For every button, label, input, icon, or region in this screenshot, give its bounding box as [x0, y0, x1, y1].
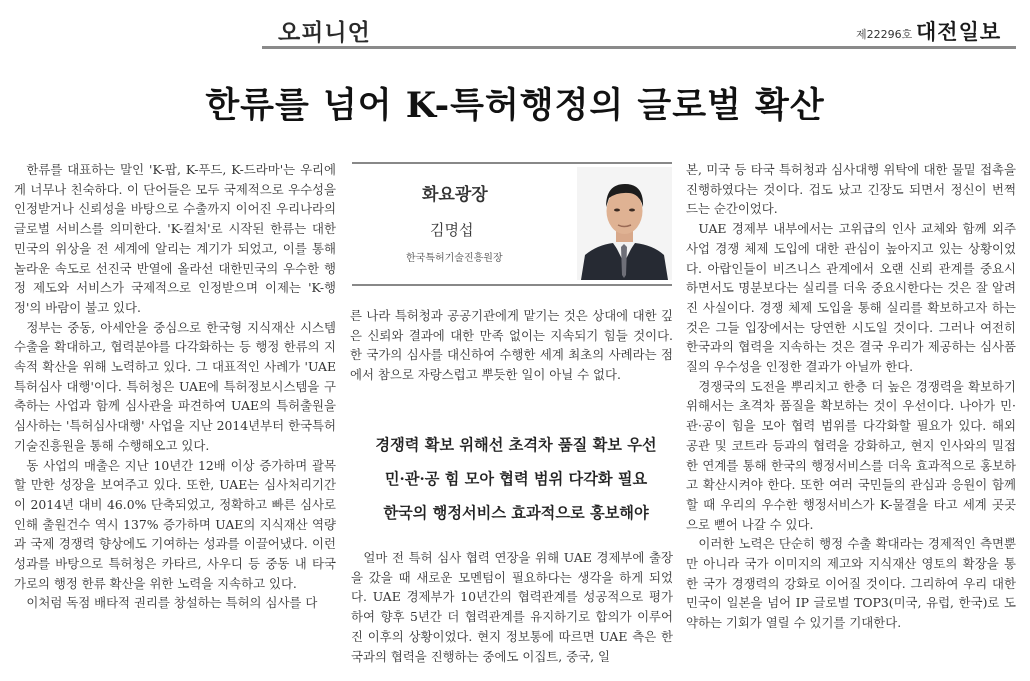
- article-column-2: [350, 306, 673, 385]
- newspaper-name: 대전일보: [916, 20, 1002, 44]
- paragraph: 한류를 대표하는 말인 'K-팝, K-푸드, K-드라마'는 우리에게 너무나 친숙하다. 이 단어들은 모두 국제적으로 우수성을 인정받거나 신뢰성을 바탕으로 수출까지 이어진 우리나라의 글로벌 서비스를 의미한다. 'K-컬처'로 시작된 한류는 대한민국의 위상을 전 세계에 알리는 계기가 되었고, 이를 통해 놀라운 속도로 선진국 반열에 올라선 대한민국의 우수한 행정 제도와 서비스가 국제적으로 인정받으며 이제는 'K-행정'의 바람이 불고 있다.: [14, 162, 336, 315]
- paragraph: 른 나라 특허청과 공공기관에게 맡기는 것은 상대에 대한 깊은 신뢰와 결과에 대한 만족 없이는 지속되기 힘들 것이다. 한 국가의 심사를 대신하여 수행한 세계 최초의 사례라는 점에서 참으로 자랑스럽고 뿌듯한 일이 아닐 수 없다.: [350, 308, 673, 383]
- article-column-3: [351, 548, 673, 681]
- pull-quote-line: 한국의 행정서비스 효과적으로 홍보해야: [383, 504, 649, 522]
- paragraph: UAE 경제부 내부에서는 고위급의 인사 교체와 함께 외주사업 경쟁 체제 도입에 대한 관심이 높아지고 있는 상황이었다. 아랍인들이 비즈니스 관계에서 오랜 신뢰 관계를 중요시하면서도 명분보다는 실리를 더욱 중요시한다는 것은 잘 알려진 사실이다. 경쟁 체제 도입을 통해 실리를 확보하고자 하는 것은 그들 입장에서는 당연한 시도일 것이다. 그러나 여전히 한국과의 협력을 지속하는 것은 결국 우리가 제공하는 심사품질의 우수성을 인정한 결과가 아닐까 한다.: [686, 221, 1016, 375]
- paragraph: 이러한 노력은 단순히 행정 수출 확대라는 경제적인 측면뿐만 아니라 국가 이미지의 제고와 지식재산 영토의 확장을 통한 국가 경쟁력의 강화로 이어질 것이다. 그리하여 우리 대한민국이 일본을 넘어 IP 글로벌 TOP3(미국, 유럽, 한국)로 도약하는 기회가 열릴 수 있기를 기대한다.: [686, 536, 1016, 631]
- author-name: 김명섭: [430, 221, 474, 239]
- pull-quote-line: 민·관·공 힘 모아 협력 범위 다각화 필요: [384, 470, 648, 488]
- paragraph: 경쟁국의 도전을 뿌리치고 한층 더 높은 경쟁력을 확보하기 위해서는 초격차 품질을 확보하는 것이 우선이다. 나아가 민·관·공이 힘을 모아 협력 범위를 다각화할 필요가 있다. 해외 공관 및 코트라 등과의 협력을 강화하고, 현지 인사와의 밀접한 연계를 통해 한국의 행정서비스를 더욱 효과적으로 홍보하고 확산시켜야 한다. 또한 여러 국민들의 관심과 응원이 함께 할 때 우리의 우수한 행정서비스가 K-물결을 타고 세계 곳곳으로 뻗어 나갈 수 있다.: [686, 378, 1016, 532]
- section-title: 오피니언: [278, 20, 371, 46]
- paragraph: 동 사업의 매출은 지난 10년간 12배 이상 증가하며 괄목할 만한 성장을 보여주고 있다. 또한, UAE는 심사처리기간이 2014년 대비 46.0% 단축되었고, 정확하고 빠른 심사로 인해 출원건수 역시 137% 증가하며 UAE의 지식재산 역량과 국제 경쟁력 향상에도 기여하는 성과를 이끌어냈다. 이런 성과를 바탕으로 특허청은 카타르, 사우디 등 중동 내 타국가로의 행정 한류 확산을 위한 노력을 지속하고 있다.: [14, 457, 336, 591]
- paragraph: 이처럼 독점 배타적 권리를 창설하는 특허의 심사를 다: [26, 595, 318, 611]
- issue-number: 제22296호: [856, 28, 913, 41]
- pull-quote-line: 경쟁력 확보 위해선 초격차 품질 확보 우선: [375, 436, 657, 454]
- author-role: 한국특허기술진흥원장: [406, 253, 503, 264]
- header-rule: [262, 46, 1016, 49]
- column-corner-title: 화요광장: [422, 185, 488, 205]
- pull-quote: [355, 428, 677, 530]
- article-column-1: [14, 160, 336, 681]
- paragraph: 본, 미국 등 타국 특허청과 심사대행 위탁에 대한 물밑 접촉을 진행하였다는 것이다. 겁도 났고 긴장도 되면서 정신이 번쩍 드는 순간이었다.: [686, 162, 1016, 217]
- author-photo: [577, 167, 672, 280]
- article-headline: 한류를 넘어 K-특허행정의 글로벌 확산: [205, 85, 825, 126]
- paragraph: 얼마 전 특허 심사 협력 연장을 위해 UAE 경제부에 출장을 갔을 때 새로운 모멘텀이 필요하다는 생각을 하게 되었다. UAE 경제부가 10년간의 협력관계를 성공적으로 평가하여 향후 5년간 더 협력관계를 유지하기로 합의가 이루어진 이후의 상황이었다. 현지 정보통에 따르면 UAE 측은 한국과의 협력을 진행하는 중에도 이집트, 중국, 일: [351, 550, 673, 664]
- paragraph: 정부는 중동, 아세안을 중심으로 한국형 지식재산 시스템 수출을 확대하고, 협력분야를 다각화하는 등 행정 한류의 지속적 확산을 위해 노력하고 있다. 그 대표적인 사례가 'UAE 특허심사 대행'이다. 특허청은 UAE에 특허정보시스템을 구축하는 사업과 함께 심사관을 파견하여 UAE의 특허출원을 심사하는 '특허심사대행' 사업을 지난 2014년부터 한국특허기술진흥원을 통해 수행해오고 있다.: [14, 319, 336, 453]
- article-column-4: [686, 160, 1016, 681]
